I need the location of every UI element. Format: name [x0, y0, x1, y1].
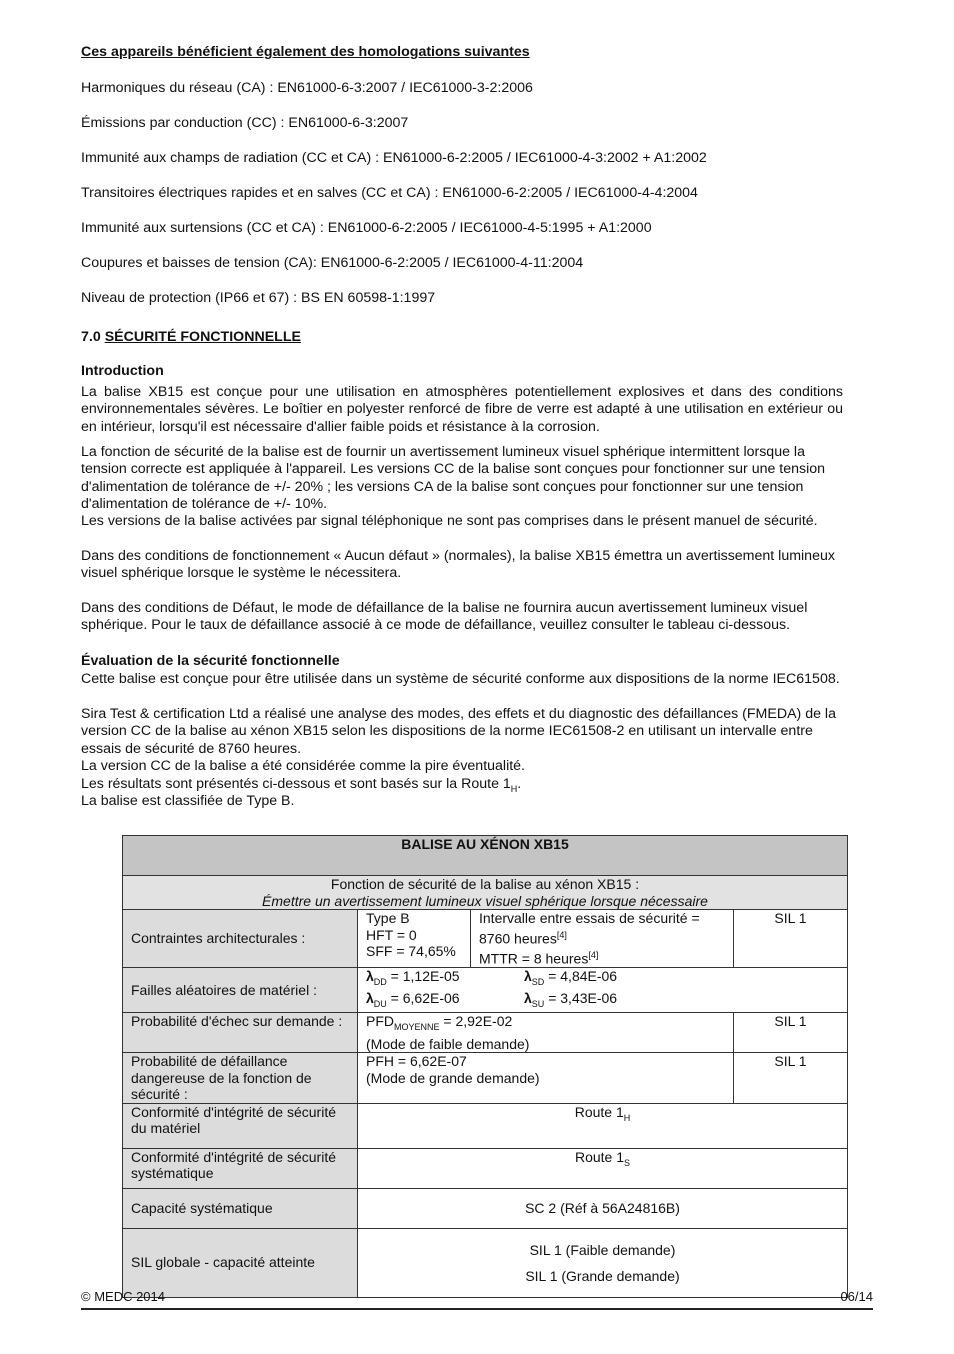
table-row [123, 910, 848, 968]
table-function-row [123, 876, 848, 910]
homologation-line: Harmoniques du réseau (CA) : EN61000-6-3:2007 / IEC61000-3-2:2006 [81, 80, 533, 96]
section-heading [81, 329, 301, 345]
safety-table [122, 835, 848, 1298]
table-row [123, 1053, 848, 1104]
evaluation-line-5: La balise est classifiée de Type B. [81, 793, 295, 809]
intro-paragraph-1: La balise XB15 est conçue pour une utilisation en atmosphères potentiellement explosives et dans des conditions environnementales sévères. Le boîtier en polyester renforcé de fibre de verre est adapté à une utilisation en extérieur ou en intérieur, lorsqu'il est nécessaire d'allier faible poids et résistance à la corrosion. [81, 384, 843, 435]
hw-route-cell: Route $1_H$ [358, 1103, 848, 1148]
row-label: Conformité d'intégrité de sécurité systématique [123, 1148, 358, 1188]
row-label: Probabilité de défaillance dangereuse de la fonction de sécurité : [123, 1053, 358, 1104]
row-label: Capacité systématique [123, 1188, 358, 1228]
homologation-line: Transitoires électriques rapides et en salves (CC et CA) : EN61000-6-2:2005 / IEC61000-4-4:2004 [81, 185, 698, 201]
homologation-line: Coupures et baisses de tension (CA): EN61000-6-2:2005 / IEC61000-4-11:2004 [81, 255, 584, 271]
table-row [123, 1148, 848, 1188]
sil-cell: SIL 1 [734, 1013, 848, 1053]
evaluation-line-4: Les résultats sont présentés ci-dessous et sont basés sur la Route $1_H$. [81, 776, 522, 794]
intro-heading: Introduction [81, 363, 164, 379]
table-title: BALISE AU XÉNON XB15 [123, 836, 848, 876]
arch-type-cell: Type B HFT = 0 SFF = 74,65% [358, 910, 471, 968]
sys-route-cell: Route $1_S$ [358, 1148, 848, 1188]
sil-cell: SIL 1 [734, 1053, 848, 1104]
lambda-cell: $\lambda_{DD} = 1,12E-05$ $\lambda_{DU} = 6,62E-06$ $\lambda_{SD} = 4,84E-06$ $\lambda_{SU} = 3,43E-06$ [358, 967, 848, 1013]
table-row [123, 1103, 848, 1148]
footer-divider [81, 1308, 873, 1310]
row-label: Probabilité d'échec sur demande : [123, 1013, 358, 1053]
evaluation-line-1: Cette balise est conçue pour être utilisée dans un système de sécurité conforme aux dispositions de la norme IEC61508. [81, 671, 840, 687]
sil-cell: SIL 1 [734, 910, 848, 968]
evaluation-heading: Évaluation de la sécurité fonctionnelle [81, 653, 340, 669]
homologation-line: Niveau de protection (IP66 et 67) : BS EN 60598-1:1997 [81, 290, 436, 306]
intro-paragraph-3: Les versions de la balise activées par signal téléphonique ne sont pas comprises dans le présent manuel de sécurité. [81, 513, 818, 529]
table-function: Fonction de sécurité de la balise au xénon XB15 : Émettre un avertissement lumineux visuel sphérique lorsque nécessaire [123, 876, 848, 910]
pfd-cell: $PFD_{MOYENNE} = 2,92E-02$ (Mode de faible demande) [358, 1013, 734, 1053]
pfh-cell: PFH = 6,62E-07 (Mode de grande demande) [358, 1053, 734, 1104]
intro-paragraph-2: La fonction de sécurité de la balise est de fournir un avertissement lumineux visuel sphérique intermittent lorsque la tension correcte est appliquée à l'appareil. Les versions CC de la balise sont conçues pour fonctionner sur une tension d'alimentation de tolérance de +/- 20% ; les versions CA de la balise sont conçues pour fonctionner sur une tension d'alimentation de tolérance de +/- 10%. [81, 444, 826, 513]
global-sil-cell: SIL 1 (Faible demande) SIL 1 (Grande demande) [358, 1228, 848, 1297]
table-row [123, 1188, 848, 1228]
row-label: Contraintes architecturales : [123, 910, 358, 968]
table-row [123, 1228, 848, 1297]
row-label: Failles aléatoires de matériel : [123, 967, 358, 1013]
table-row [123, 967, 848, 1013]
table-row [123, 1013, 848, 1053]
row-label: SIL globale - capacité atteinte [123, 1228, 358, 1297]
intro-paragraph-5: Dans des conditions de Défaut, le mode de défaillance de la balise ne fournira aucun avertissement lumineux visuel sphérique. Pour le taux de défaillance associé à ce mode de défaillance, veuillez consulter le tableau ci-dessous. [81, 600, 808, 634]
row-label: Conformité d'intégrité de sécurité du matériel [123, 1103, 358, 1148]
footer-copyright: © MEDC 2014 [81, 1289, 165, 1304]
homologation-line: Émissions par conduction (CC) : EN61000-6-3:2007 [81, 115, 409, 131]
section-title: SÉCURITÉ FONCTIONNELLE [104, 329, 301, 345]
homologation-line: Immunité aux champs de radiation (CC et CA) : EN61000-6-2:2005 / IEC61000-4-3:2002 + A1:2002 [81, 150, 707, 166]
footer-date: 06/14 [840, 1289, 873, 1304]
intro-paragraph-4: Dans des conditions de fonctionnement « Aucun défaut » (normales), la balise XB15 émettra un avertissement lumineux visuel sphérique lorsque le système le nécessitera. [81, 548, 835, 582]
evaluation-line-3: La version CC de la balise a été considérée comme la pire éventualité. [81, 758, 525, 774]
homologation-line: Immunité aux surtensions (CC et CA) : EN61000-6-2:2005 / IEC61000-4-5:1995 + A1:2000 [81, 220, 652, 236]
homologations-heading: Ces appareils bénéficient également des homologations suivantes [81, 44, 530, 60]
arch-interval-cell: Intervalle entre essais de sécurité = 8760 heures[4] MTTR = 8 heures[4] [471, 910, 734, 968]
capacity-cell: SC 2 (Réf à 56A24816B) [358, 1188, 848, 1228]
evaluation-line-2: Sira Test & certification Ltd a réalisé une analyse des modes, des effets et du diagnostic des défaillances (FMEDA) de la version CC de la balise au xénon XB15 selon les dispositions de la norme IEC61508-2 en utilisant un intervalle entre essais de sécurité de 8760 heures. [81, 706, 836, 757]
table-title-row [123, 836, 848, 876]
section-number: 7.0 [81, 329, 101, 345]
